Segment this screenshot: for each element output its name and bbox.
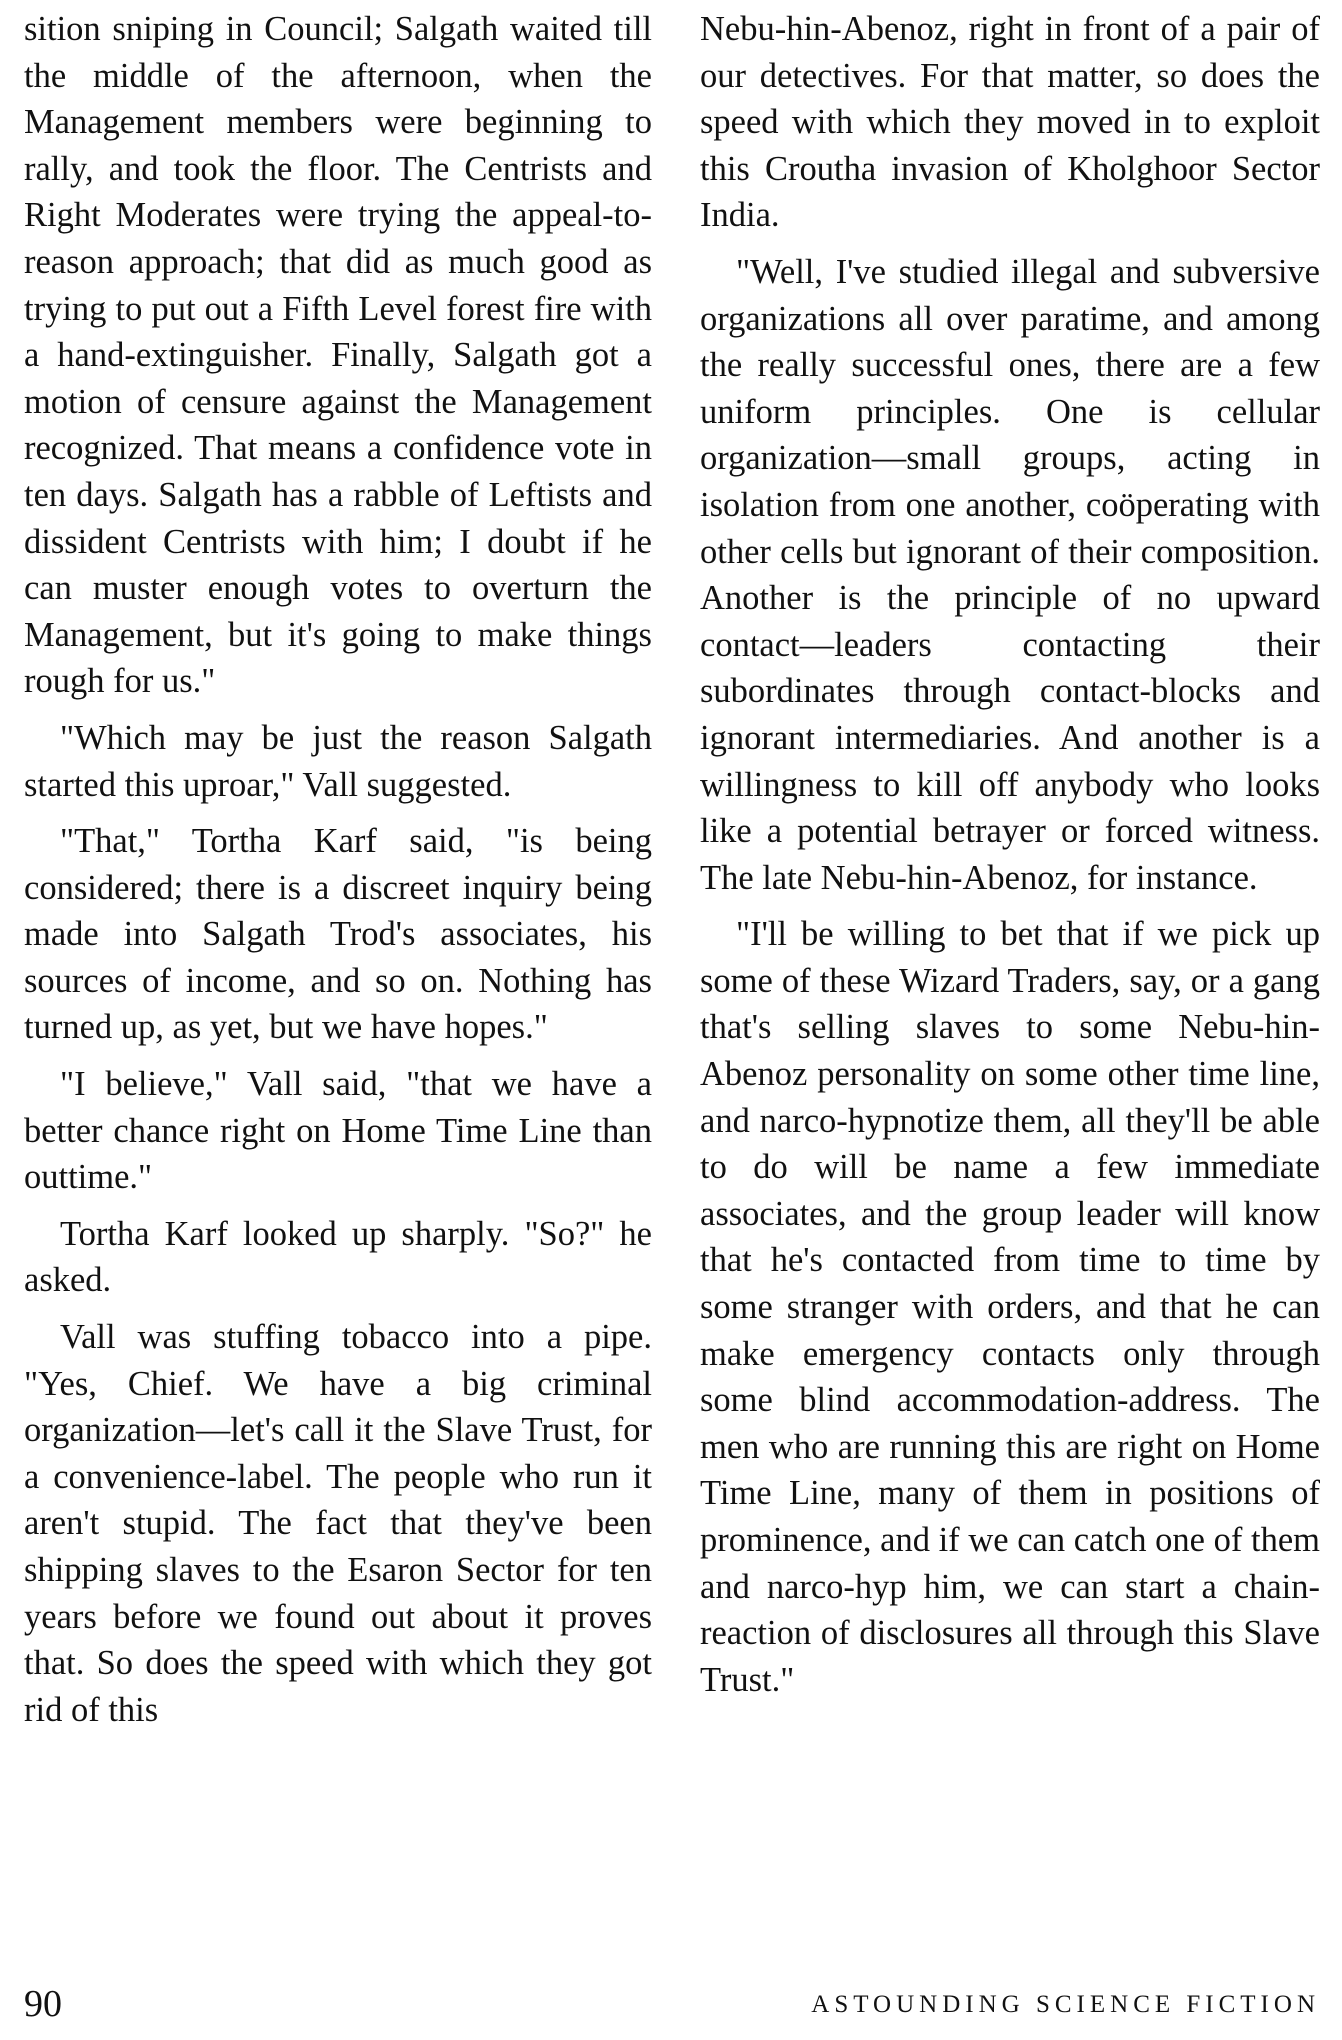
paragraph: "I believe," Vall said, "that we have a better chance right on Home Time Line than outtime."	[24, 1065, 652, 1197]
paragraph: "Well, I've studied illegal and subversive organizations all over paratime, and among the really successful ones, there are a few uniform principles. One is cellular organization—small groups, acting in isolation from one another, coöperating with other cells but ignorant of their composition. Another is the principle of no upward contact—leaders contacting their subordinates through contact-blocks and ignorant intermediaries. And another is a willingness to kill off anybody who looks like a potential betrayer or forced witness. The late Nebu-hin-Abenoz, for instance.	[700, 252, 1320, 897]
running-footer-title: ASTOUNDING SCIENCE FICTION	[811, 1991, 1320, 2018]
paragraph: "Which may be just the reason Salgath started this uproar," Vall suggested.	[24, 718, 652, 804]
left-text-column	[24, 6, 652, 1743]
page-number: 90	[24, 1983, 62, 2025]
paragraph: Vall was stuffing tobacco into a pipe. "Yes, Chief. We have a big criminal organization—let's call it the Slave Trust, for a convenience-label. The people who run it aren't stupid. The fact that they've been shipping slaves to the Esaron Sector for ten years before we found out about it proves that. So does the speed with which they got rid of this	[24, 1318, 652, 1729]
paragraph: Tortha Karf looked up sharply. "So?" he asked.	[24, 1214, 652, 1300]
paragraph: Nebu-hin-Abenoz, right in front of a pair of our detectives. For that matter, so does the speed with which they moved in to exploit this Croutha invasion of Kholghoor Sector India.	[700, 10, 1320, 235]
paragraph: "That," Tortha Karf said, "is being considered; there is a discreet inquiry being made into Salgath Trod's associates, his sources of income, and so on. Nothing has turned up, as yet, but we have hopes."	[24, 822, 652, 1047]
paragraph: sition sniping in Council; Salgath waited till the middle of the afternoon, when the Management members were beginning to rally, and took the floor. The Centrists and Right Moderates were trying the appeal-to-reason approach; that did as much good as trying to put out a Fifth Level forest fire with a hand-extinguisher. Finally, Salgath got a motion of censure against the Management recognized. That means a confidence vote in ten days. Salgath has a rabble of Leftists and dissident Centrists with him; I doubt if he can muster enough votes to overturn the Management, but it's going to make things rough for us."	[24, 10, 652, 701]
paragraph: "I'll be willing to bet that if we pick up some of these Wizard Traders, say, or a gang that's selling slaves to some Nebu-hin-Abenoz personality on some other time line, and narco-hypnotize them, all they'll be able to do will be name a few immediate associates, and the group leader will know that he's contacted from time to time by some stranger with orders, and that he can make emergency contacts only through some blind accommodation-address. The men who are running this are right on Home Time Line, many of them in positions of prominence, and if we can catch one of them and narco-hyp him, we can start a chain-reaction of disclosures all through this Slave Trust."	[700, 915, 1320, 1699]
right-text-column	[700, 6, 1320, 1713]
